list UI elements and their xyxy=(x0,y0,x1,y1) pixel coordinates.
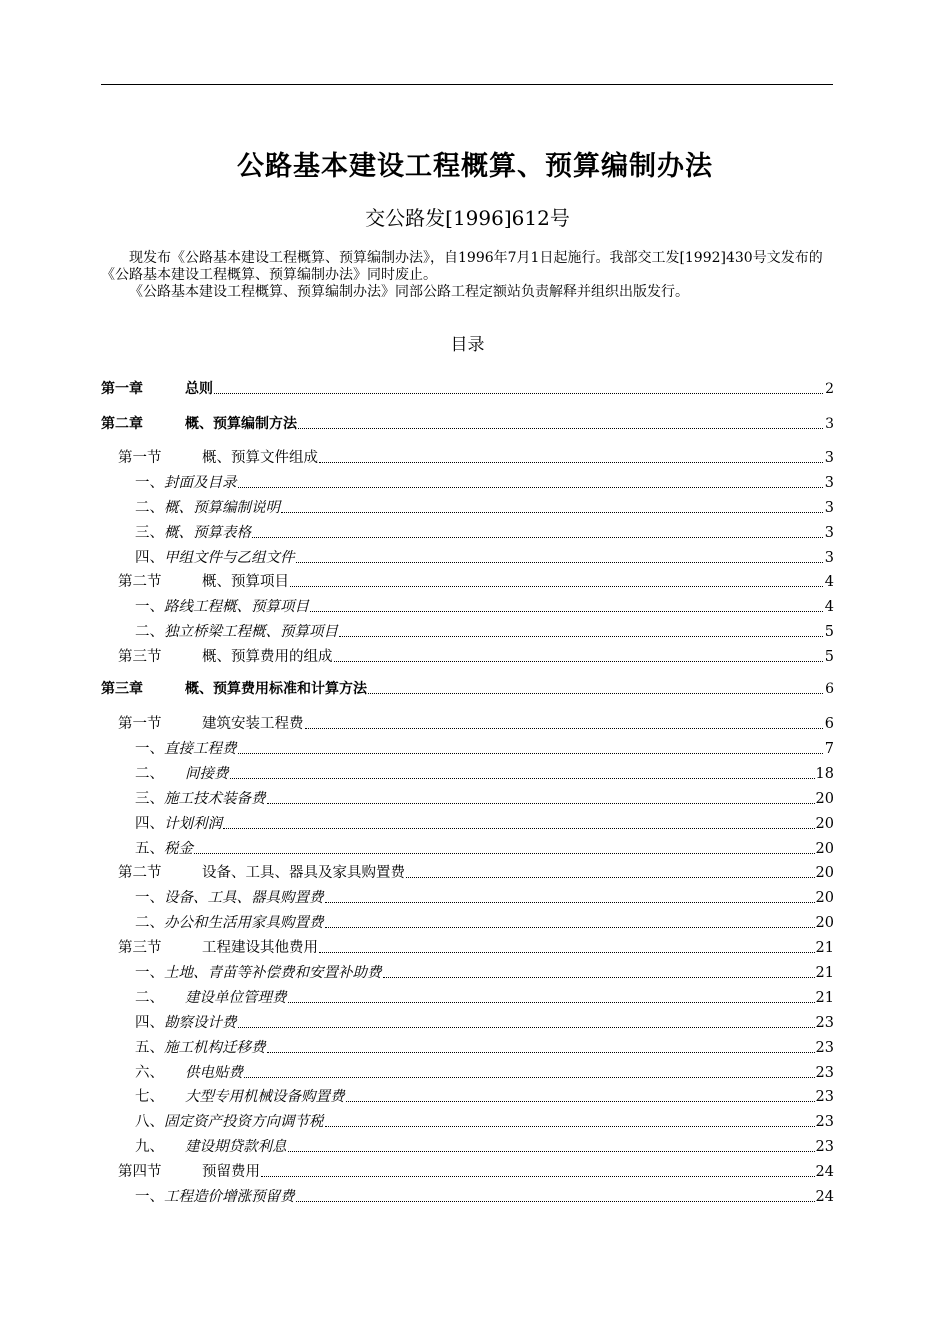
intro-paragraph: 《公路基本建设工程概算、预算编制办法》同部公路工程定额站负责解释并组织出版发行。 xyxy=(129,284,689,300)
toc-label: 税金 xyxy=(164,840,193,857)
toc-label: 直接工程费 xyxy=(164,741,237,758)
toc-number: 一、 xyxy=(135,965,164,982)
toc-page: 6 xyxy=(824,716,834,733)
toc-number: 一、 xyxy=(135,741,164,758)
toc-page: 7 xyxy=(824,741,834,758)
toc-leader xyxy=(305,727,824,729)
toc-item[interactable] xyxy=(101,1131,834,1156)
toc-number: 四、 xyxy=(135,815,164,832)
toc-leader xyxy=(319,951,815,953)
toc-page: 21 xyxy=(815,965,834,982)
toc-number: 四、 xyxy=(135,1014,164,1031)
toc-label: 工程建设其他费用 xyxy=(202,940,318,957)
toc-page: 2 xyxy=(825,381,834,397)
toc-number: 七、 xyxy=(135,1089,164,1106)
intro-paragraph: 现发布《公路基本建设工程概算、预算编制办法》，自1996年7月1日起施行。我部交工发[1992]430号文发布的《公路基本建设工程概算、预算编制办法》同时废止。 xyxy=(101,250,823,283)
document-title: 公路基本建设工程概算、预算编制办法 xyxy=(237,151,713,182)
toc-page: 20 xyxy=(815,890,834,907)
toc-number: 三、 xyxy=(135,524,164,541)
toc-page: 5 xyxy=(824,649,834,666)
document-number: 交公路发[1996]612号 xyxy=(365,206,570,230)
toc-page: 23 xyxy=(815,1014,834,1031)
toc-number: 第三节 xyxy=(118,940,162,957)
toc-label: 供电贴费 xyxy=(185,1064,243,1081)
toc-page: 21 xyxy=(815,940,834,957)
toc-section[interactable] xyxy=(101,932,834,957)
toc-number: 第二节 xyxy=(118,865,162,882)
toc-page: 3 xyxy=(824,499,834,516)
toc-label: 施工技术装备费 xyxy=(164,790,266,807)
toc-page: 20 xyxy=(815,790,834,807)
toc-label: 大型专用机械设备购置费 xyxy=(185,1089,345,1106)
intro-text xyxy=(101,250,836,301)
toc-leader xyxy=(368,692,823,694)
toc-leader xyxy=(288,1001,815,1003)
toc-item[interactable] xyxy=(101,1082,834,1107)
toc-leader xyxy=(281,511,823,513)
toc-label: 概、预算编制方法 xyxy=(185,416,297,432)
toc-section[interactable] xyxy=(101,567,834,592)
toc-leader xyxy=(296,561,824,563)
toc-label: 固定资产投资方向调节税 xyxy=(164,1114,324,1131)
toc-number: 四、 xyxy=(135,549,164,566)
toc-leader xyxy=(238,486,824,488)
toc-label: 概、预算表格 xyxy=(164,524,251,541)
toc-leader xyxy=(319,461,823,463)
toc-page: 3 xyxy=(825,416,834,432)
toc-number: 第三节 xyxy=(118,649,162,666)
table-of-contents xyxy=(101,374,834,1206)
toc-number: 第三章 xyxy=(101,681,143,698)
toc-section[interactable] xyxy=(101,433,834,467)
toc-chapter[interactable] xyxy=(101,398,834,433)
toc-item[interactable] xyxy=(101,733,834,758)
toc-page: 24 xyxy=(815,1164,834,1181)
toc-number: 五、 xyxy=(135,1039,164,1056)
toc-item[interactable] xyxy=(101,1057,834,1082)
toc-page: 20 xyxy=(815,915,834,932)
toc-leader xyxy=(214,392,823,394)
toc-page: 23 xyxy=(815,1114,834,1131)
toc-leader xyxy=(288,1150,815,1152)
toc-section[interactable] xyxy=(101,698,834,733)
toc-section[interactable] xyxy=(101,858,834,883)
toc-leader xyxy=(325,926,815,928)
toc-page: 23 xyxy=(815,1089,834,1106)
toc-page: 4 xyxy=(824,599,834,616)
toc-leader xyxy=(252,536,823,538)
toc-leader xyxy=(310,610,823,612)
toc-number: 二、 xyxy=(135,765,164,782)
toc-label: 建设单位管理费 xyxy=(185,989,287,1006)
toc-label: 独立桥梁工程概、预算项目 xyxy=(164,624,338,641)
toc-leader xyxy=(334,660,824,662)
toc-page: 3 xyxy=(824,524,834,541)
toc-label: 设备、工具、器具及家具购置费 xyxy=(202,865,405,882)
toc-item[interactable] xyxy=(101,1007,834,1032)
toc-item[interactable] xyxy=(101,1032,834,1057)
toc-leader xyxy=(230,777,815,779)
toc-item[interactable] xyxy=(101,982,834,1007)
toc-page: 20 xyxy=(815,840,834,857)
toc-label: 建筑安装工程费 xyxy=(202,716,304,733)
toc-number: 第二章 xyxy=(101,416,143,432)
toc-label: 勘察设计费 xyxy=(164,1014,237,1031)
toc-number: 二、 xyxy=(135,624,164,641)
toc-label: 土地、青苗等补偿费和安置补助费 xyxy=(164,965,382,982)
toc-page: 4 xyxy=(824,574,834,591)
toc-section[interactable] xyxy=(101,641,834,666)
toc-number: 一、 xyxy=(135,890,164,907)
toc-number: 第四节 xyxy=(118,1164,162,1181)
toc-page: 21 xyxy=(815,989,834,1006)
toc-item[interactable] xyxy=(101,1106,834,1131)
toc-item[interactable] xyxy=(101,833,834,858)
toc-number: 八、 xyxy=(135,1114,164,1131)
toc-number: 五、 xyxy=(135,840,164,857)
toc-leader xyxy=(290,585,823,587)
toc-number: 二、 xyxy=(135,989,164,1006)
toc-chapter[interactable] xyxy=(101,374,834,398)
toc-item[interactable] xyxy=(101,542,834,567)
toc-leader xyxy=(194,852,815,854)
toc-leader xyxy=(267,1051,815,1053)
toc-label: 概、预算费用标准和计算方法 xyxy=(185,681,367,698)
toc-item[interactable] xyxy=(101,467,834,492)
toc-number: 三、 xyxy=(135,790,164,807)
toc-item[interactable] xyxy=(101,492,834,517)
toc-section[interactable] xyxy=(101,1156,834,1181)
toc-label: 封面及目录 xyxy=(164,474,237,491)
toc-number: 二、 xyxy=(135,915,164,932)
toc-leader xyxy=(238,752,824,754)
toc-number: 第一章 xyxy=(101,381,143,397)
toc-page: 23 xyxy=(815,1039,834,1056)
toc-number: 九、 xyxy=(135,1139,164,1156)
toc-label: 概、预算编制说明 xyxy=(164,499,280,516)
toc-leader xyxy=(325,901,815,903)
toc-number: 第一节 xyxy=(118,716,162,733)
header-rule xyxy=(101,84,833,85)
toc-label: 计划利润 xyxy=(164,815,222,832)
toc-item[interactable] xyxy=(101,591,834,616)
toc-item[interactable] xyxy=(101,907,834,932)
toc-page: 3 xyxy=(824,450,834,466)
toc-label: 办公和生活用家具购置费 xyxy=(164,915,324,932)
toc-leader xyxy=(223,827,815,829)
toc-leader xyxy=(383,976,815,978)
toc-heading: 目录 xyxy=(450,335,485,355)
toc-page: 20 xyxy=(815,865,834,882)
toc-label: 设备、工具、器具购置费 xyxy=(164,890,324,907)
toc-label: 预留费用 xyxy=(202,1164,260,1181)
toc-leader xyxy=(346,1100,815,1102)
toc-number: 六、 xyxy=(135,1064,164,1081)
toc-number: 第二节 xyxy=(118,574,162,591)
toc-page: 3 xyxy=(824,549,834,566)
toc-page: 20 xyxy=(815,815,834,832)
toc-page: 23 xyxy=(815,1139,834,1156)
toc-item[interactable] xyxy=(101,957,834,982)
toc-number: 一、 xyxy=(135,599,164,616)
toc-page: 3 xyxy=(824,474,834,491)
toc-item[interactable] xyxy=(101,616,834,641)
toc-page: 24 xyxy=(815,1189,834,1206)
toc-page: 6 xyxy=(825,681,834,698)
toc-number: 一、 xyxy=(135,474,164,491)
toc-label: 概、预算费用的组成 xyxy=(202,649,333,666)
toc-leader xyxy=(296,1200,815,1202)
toc-page: 5 xyxy=(824,624,834,641)
toc-item[interactable] xyxy=(101,758,834,783)
toc-label: 概、预算文件组成 xyxy=(202,450,318,466)
toc-item[interactable] xyxy=(101,808,834,833)
toc-leader xyxy=(244,1076,815,1078)
toc-leader xyxy=(325,1125,815,1127)
toc-label: 概、预算项目 xyxy=(202,574,289,591)
toc-label: 总则 xyxy=(185,381,213,397)
toc-label: 建设期贷款利息 xyxy=(185,1139,287,1156)
toc-page: 18 xyxy=(815,765,834,782)
toc-leader xyxy=(339,635,823,637)
toc-item[interactable] xyxy=(101,1181,834,1206)
toc-leader xyxy=(238,1026,815,1028)
toc-item[interactable] xyxy=(101,783,834,808)
toc-item[interactable] xyxy=(101,517,834,542)
toc-leader xyxy=(298,427,823,429)
toc-number: 第一节 xyxy=(118,450,162,466)
toc-label: 甲组文件与乙组文件 xyxy=(164,549,295,566)
toc-number: 二、 xyxy=(135,499,164,516)
toc-label: 路线工程概、预算项目 xyxy=(164,599,309,616)
toc-label: 施工机构迁移费 xyxy=(164,1039,266,1056)
toc-leader xyxy=(267,802,815,804)
toc-leader xyxy=(406,876,815,878)
toc-leader xyxy=(261,1175,815,1177)
toc-number: 一、 xyxy=(135,1189,164,1206)
toc-chapter[interactable] xyxy=(101,666,834,698)
toc-label: 间接费 xyxy=(185,765,229,782)
toc-page: 23 xyxy=(815,1064,834,1081)
toc-item[interactable] xyxy=(101,882,834,907)
toc-label: 工程造价增涨预留费 xyxy=(164,1189,295,1206)
